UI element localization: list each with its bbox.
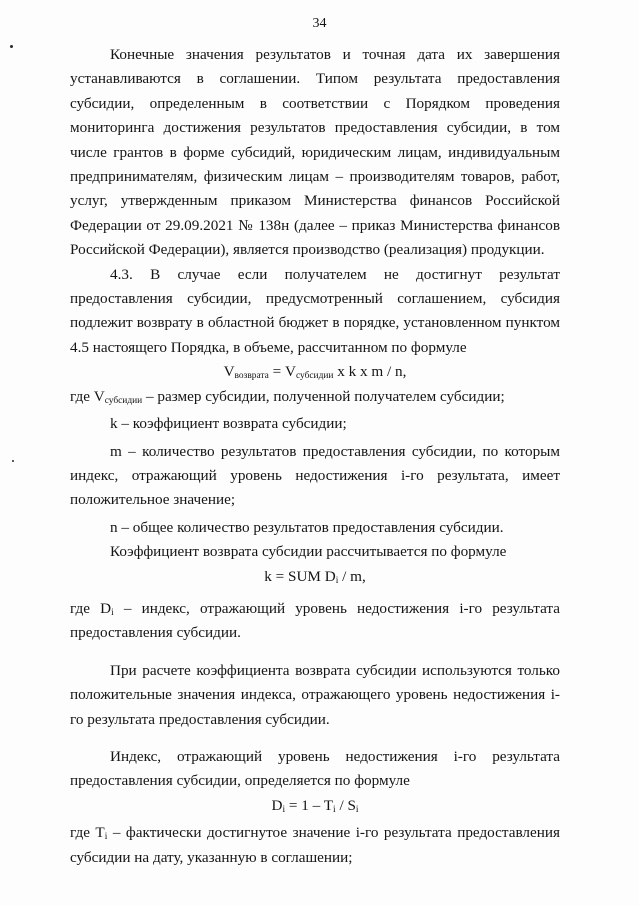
document-body — [70, 43, 560, 870]
paragraph-results-type: Конечные значения результатов и точная дата их завершения устанавливаются в соглашении. Типом результата предоставления субсидии, определенным в соответствии с Порядком проведения мониторинга достижения результатов предоставления субсидии, в том числе грантов в форме субсидий, юридическим лицам, индивидуальным предпринимателям, физическим лицам – производителям товаров, работ, услуг, утвержденным приказом Министерства финансов Российской Федерации от 29.09.2021 № 138н (далее – приказ Министерства финансов Российской Федерации), является производство (реализация) продукции. — [70, 46, 560, 259]
paragraph-coefficient: Коэффициент возврата субсидии рассчитывается по формуле — [110, 543, 507, 561]
definition-m: m – количество результатов предоставления субсидии, по которым индекс, отражающий уровень недостижения i-го результата, имеет положительное значение; — [70, 442, 560, 509]
paragraph-index-formula: Индекс, отражающий уровень недостижения i-го результата предоставления субсидии, определяется по формуле — [70, 747, 560, 790]
formula-refund-amount: $V_{возврата} = V_{субсидии}$ x k x m / n, — [223, 363, 407, 382]
definition-d-index: где $D_i$ – индекс, отражающий уровень недостижения i-го результата предоставления субсидии. — [70, 599, 560, 642]
paragraph-positive-values: При расчете коэффициента возврата субсидии используются только положительные значения индекса, отражающего уровень недостижения i-го результата предоставления субсидии. — [70, 661, 560, 728]
formula-index: $D_i = 1 - T_i / S_i$ — [271, 796, 359, 815]
definition-t-value: где $T_i$ – фактически достигнутое значение i-го результата предоставления субсидии на дату, указанную в соглашении; — [70, 824, 560, 866]
scan-speck — [12, 460, 14, 462]
paragraph-4-3: 4.3. В случае если получателем не достигнут результат предоставления субсидии, предусмотренный соглашением, субсидия подлежит возврату в областной бюджет в порядке, установленном пунктом 4.5 настоящего Порядка, в объеме, рассчитанном по формуле — [70, 265, 560, 356]
page-number: 34 — [312, 16, 327, 31]
definition-v-subsidy: где $V_{субсидии}$ – размер субсидии, полученной получателем субсидии; — [70, 387, 505, 406]
scan-speck — [10, 45, 13, 48]
definition-n: n – общее количество результатов предоставления субсидии. — [110, 518, 504, 536]
definition-k: k – коэффициент возврата субсидии; — [110, 415, 347, 433]
formula-coefficient: k = SUM $D_i$ / m, — [264, 567, 366, 586]
